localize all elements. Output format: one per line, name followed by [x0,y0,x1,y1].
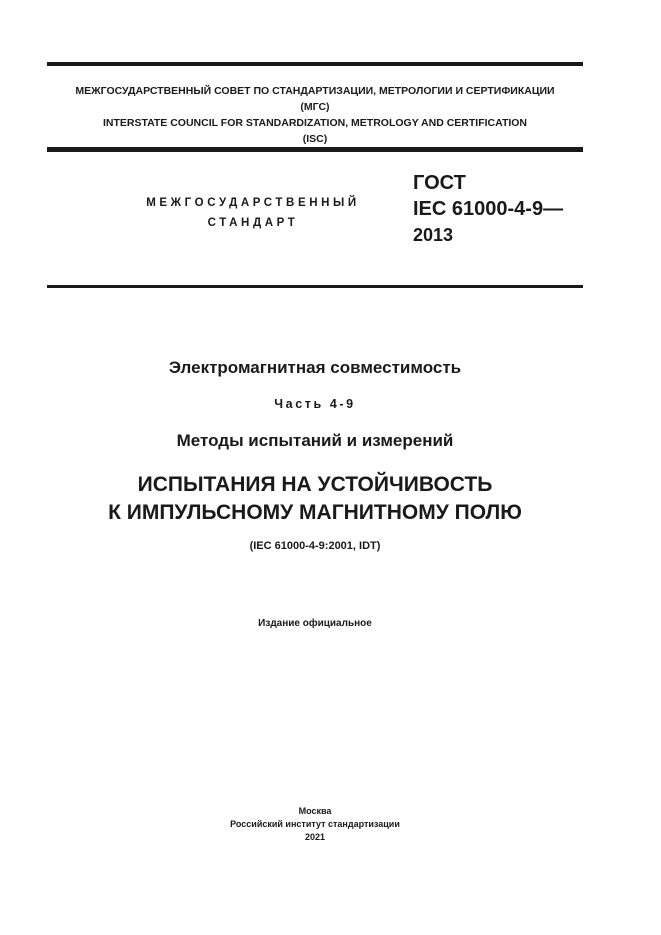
standard-year: 2013 [413,225,454,245]
publisher-city: Москва [298,806,332,816]
bottom-rule [47,285,583,288]
gost-label: ГОСТ [413,172,466,194]
standard-type-line2: СТАНДАРТ [207,217,299,229]
main-title-line1: ИСПЫТАНИЯ НА УСТОЙЧИВОСТЬ [137,473,493,496]
publisher-year: 2021 [304,832,326,842]
main-title [47,471,583,527]
council-header [47,83,583,147]
edition-note: Издание официальное [258,618,372,629]
council-abbr-en: (ISC) [302,133,328,145]
top-rule [47,62,583,66]
main-title-line2: К ИМПУЛЬСНОМУ МАГНИТНОМУ ПОЛЮ [108,501,522,524]
publisher-institute: Российский институт стандартизации [230,819,400,829]
iec-reference: (IEC 61000-4-9:2001, IDT) [249,540,381,552]
standard-designation [413,170,563,248]
subject-title: Электромагнитная совместимость [168,358,462,377]
standard-number: IEC 61000-4-9— [413,198,564,220]
council-abbr-ru: (МГС) [300,101,330,113]
standard-type [118,193,388,233]
middle-rule [47,147,583,152]
council-name-en: INTERSTATE COUNCIL FOR STANDARDIZATION, METROLOGY AND CERTIFICATION [102,117,528,129]
methods-title: Методы испытаний и измерений [176,431,454,450]
standard-type-line1: МЕЖГОСУДАРСТВЕННЫЙ [146,197,360,209]
publisher-block [47,805,583,844]
council-name-ru: МЕЖГОСУДАРСТВЕННЫЙ СОВЕТ ПО СТАНДАРТИЗАЦИИ, МЕТРОЛОГИИ И СЕРТИФИКАЦИИ [75,85,555,97]
part-label: Часть 4-9 [274,397,356,411]
